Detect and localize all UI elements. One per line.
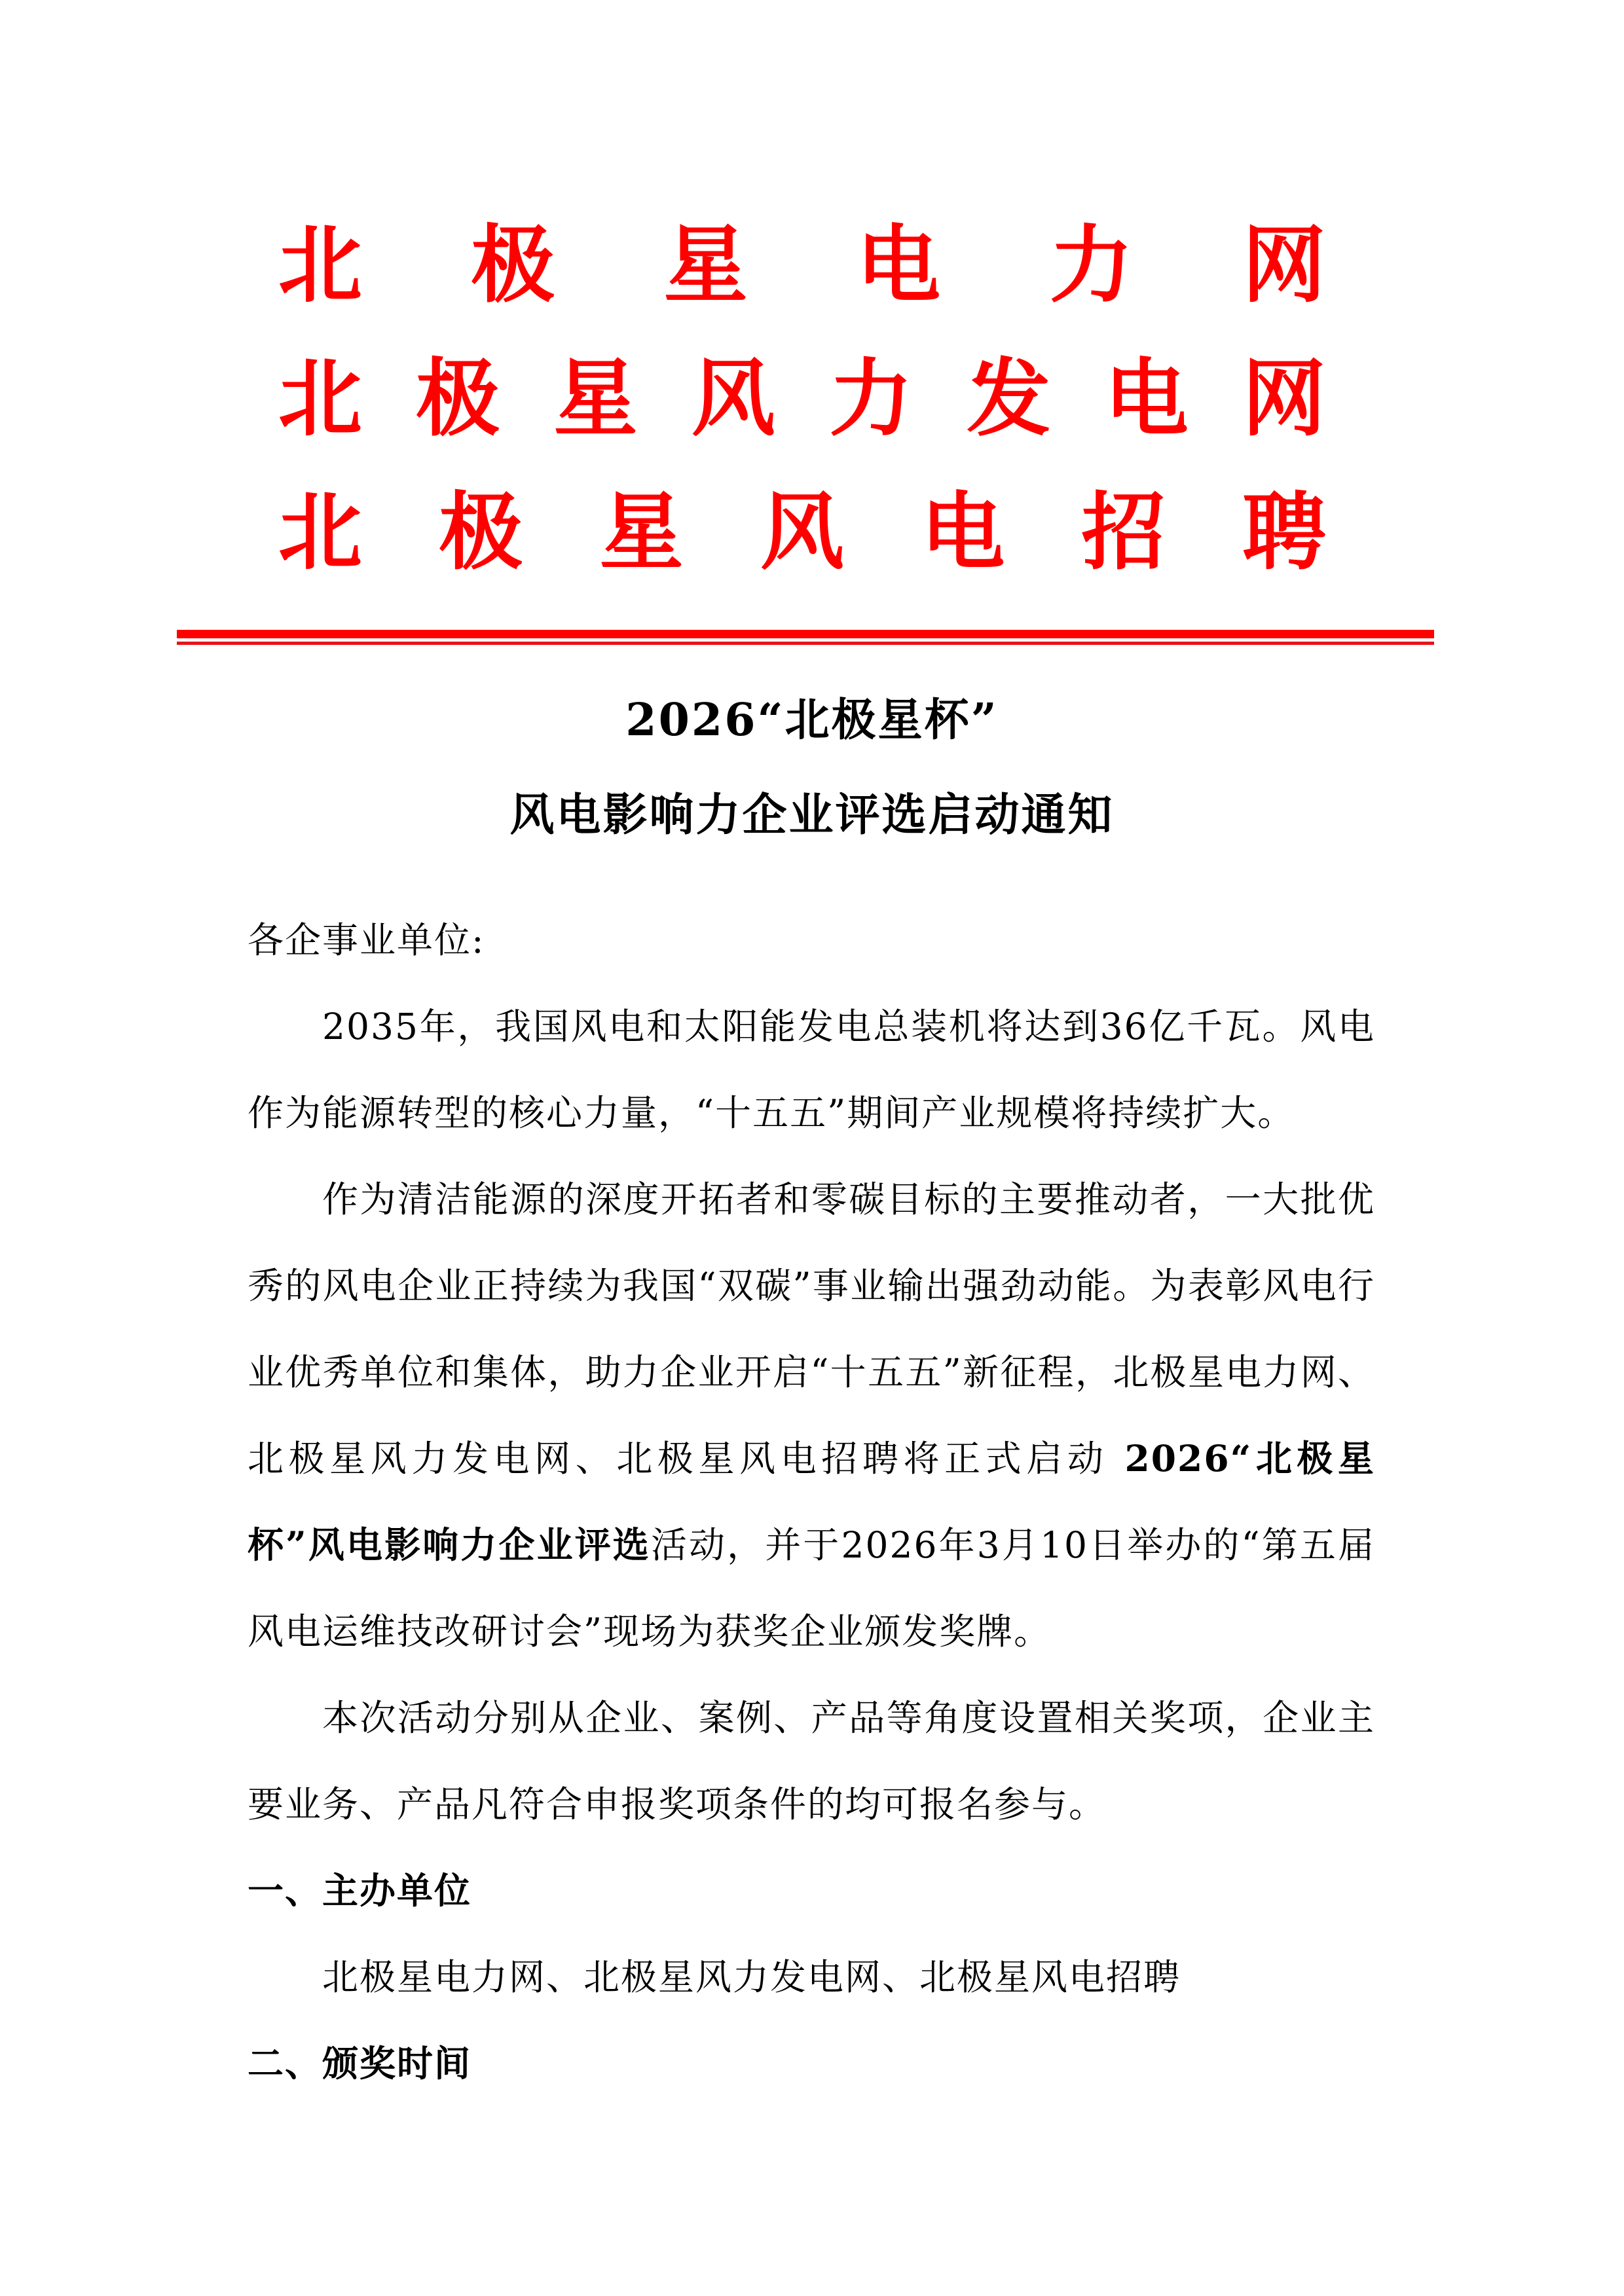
organizer-list: 北极星电力网、北极星风力发电网、北极星风电招聘 [322, 1956, 1181, 1998]
masthead-char: 风 [760, 483, 844, 581]
masthead-char: 发 [967, 350, 1051, 448]
masthead-char: 极 [439, 483, 523, 581]
paragraph-2-text-tail: 活动，并于2026年3月10日举办的“第五届风电运维技改研讨会”现场为获奖企业颁发奖牌。 [248, 1524, 1375, 1652]
masthead-char: 星 [599, 483, 684, 581]
masthead-char: 聘 [1242, 483, 1326, 581]
document-title-line-2: 风电影响力企业评选启动通知 [509, 789, 1115, 841]
masthead-char: 电 [921, 483, 1005, 581]
masthead-char: 招 [1081, 483, 1166, 581]
masthead-char: 力 [829, 350, 913, 448]
event-name-bold: 2026“北极星杯”风电影响力企业评选 [248, 1437, 1376, 1566]
masthead-char: 力 [1049, 216, 1134, 314]
masthead-char: 北 [278, 350, 363, 448]
masthead-char: 网 [1242, 216, 1326, 314]
document-title-line-1: 2026“北极星杯” [625, 694, 999, 746]
masthead-char: 风 [691, 350, 775, 448]
masthead-char: 北 [278, 483, 363, 581]
masthead-char: 电 [857, 216, 941, 314]
paragraph-2-text: 作为清洁能源的深度开拓者和零碳目标的主要推动者，一大批优秀的风电企业正持续为我国“双碳”事业输出强劲动能。为表彰风电行业优秀单位和集体，助力企业开启“十五五”新征程，北极星电力网、北极星风力发电网、北极星风电招聘将正式启动 [248, 1178, 1375, 1480]
masthead-row-3 [278, 483, 1326, 617]
paragraph-2 [248, 1156, 1375, 1675]
masthead [278, 216, 1326, 617]
masthead-char: 极 [416, 350, 500, 448]
masthead-row-2 [278, 350, 1326, 483]
paragraph-1: 2035年，我国风电和太阳能发电总装机将达到36亿千瓦。风电作为能源转型的核心力量，“十五五”期间产业规模将持续扩大。 [248, 1006, 1375, 1134]
salutation: 各企事业单位: [248, 919, 485, 961]
masthead-char: 星 [663, 216, 748, 314]
masthead-char: 电 [1104, 350, 1189, 448]
masthead-row-1 [278, 216, 1326, 350]
masthead-char: 星 [553, 350, 638, 448]
section-heading-organizer: 一、主办单位 [248, 1869, 472, 1912]
header-rule-thick [177, 630, 1434, 638]
paragraph-3: 本次活动分别从企业、案例、产品等角度设置相关奖项，企业主要业务、产品凡符合申报奖项条件的均可报名参与。 [248, 1697, 1375, 1825]
header-rule-thin [177, 642, 1434, 645]
section-heading-award-time: 二、颁奖时间 [248, 2042, 472, 2085]
masthead-char: 北 [278, 216, 363, 314]
masthead-char: 网 [1242, 350, 1326, 448]
document-body [248, 897, 1375, 2107]
masthead-char: 极 [471, 216, 555, 314]
